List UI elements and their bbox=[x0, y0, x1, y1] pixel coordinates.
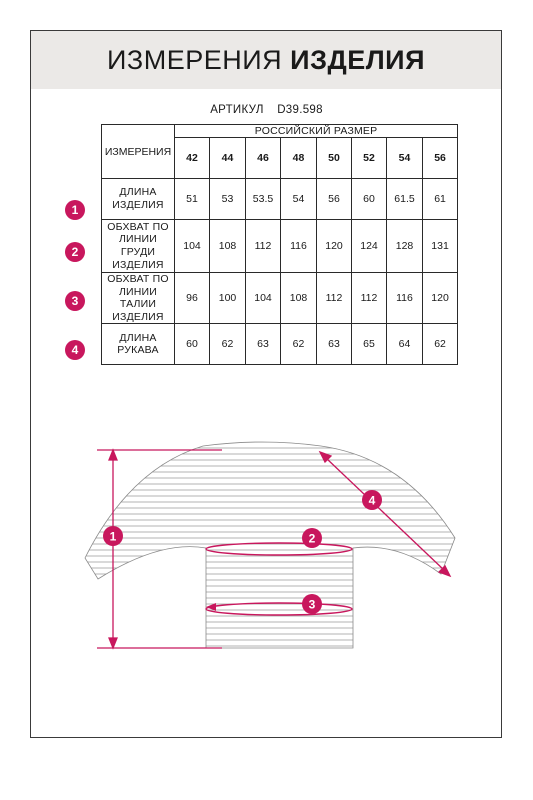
svg-text:3: 3 bbox=[308, 597, 316, 612]
size-header: 42 bbox=[175, 138, 210, 179]
size-header: 44 bbox=[210, 138, 246, 179]
row-label: ОБХВАТ ПО ЛИНИИ ТАЛИИ ИЗДЕЛИЯ bbox=[102, 273, 175, 324]
table-cell: 64 bbox=[387, 324, 423, 365]
size-header: 56 bbox=[423, 138, 458, 179]
table-cell: 51 bbox=[175, 179, 210, 220]
row-label: ОБХВАТ ПО ЛИНИИ ГРУДИ ИЗДЕЛИЯ bbox=[102, 220, 175, 273]
table-cell: 60 bbox=[352, 179, 387, 220]
table-cell: 100 bbox=[210, 273, 246, 324]
table-row bbox=[102, 324, 458, 365]
size-header: 50 bbox=[317, 138, 352, 179]
table-cell: 108 bbox=[210, 220, 246, 273]
waist-measure bbox=[206, 603, 352, 615]
row-number-badge: 4 bbox=[65, 340, 85, 360]
marker-1 bbox=[103, 526, 123, 546]
size-header: 52 bbox=[352, 138, 387, 179]
table-cell: 104 bbox=[246, 273, 281, 324]
table-cell: 124 bbox=[352, 220, 387, 273]
article-line bbox=[0, 104, 533, 116]
marker-2 bbox=[302, 528, 322, 548]
row-number-badge: 2 bbox=[65, 242, 85, 262]
table-cell: 96 bbox=[175, 273, 210, 324]
row-number-badge: 3 bbox=[65, 291, 85, 311]
article-number: D39.598 bbox=[277, 104, 323, 116]
chest-measure bbox=[206, 543, 352, 555]
table-cell: 63 bbox=[317, 324, 352, 365]
table-cell: 62 bbox=[281, 324, 317, 365]
table-cell: 53 bbox=[210, 179, 246, 220]
row-label: ДЛИНА ИЗДЕЛИЯ bbox=[102, 179, 175, 220]
title-banner bbox=[31, 31, 501, 89]
table-cell: 61 bbox=[423, 179, 458, 220]
title-bold: ИЗДЕЛИЯ bbox=[290, 44, 425, 75]
table-cell: 63 bbox=[246, 324, 281, 365]
table-cell: 116 bbox=[281, 220, 317, 273]
table-cell: 61.5 bbox=[387, 179, 423, 220]
table-cell: 131 bbox=[423, 220, 458, 273]
marker-3 bbox=[302, 594, 322, 614]
garment-diagram bbox=[0, 430, 533, 660]
svg-text:4: 4 bbox=[368, 493, 376, 508]
size-header: 48 bbox=[281, 138, 317, 179]
article-label: АРТИКУЛ bbox=[210, 104, 264, 116]
svg-text:1: 1 bbox=[109, 529, 117, 544]
svg-text:2: 2 bbox=[308, 531, 316, 546]
row-number-badge: 1 bbox=[65, 200, 85, 220]
table-cell: 104 bbox=[175, 220, 210, 273]
table-cell: 112 bbox=[246, 220, 281, 273]
title-light: ИЗМЕРЕНИЯ bbox=[107, 44, 283, 75]
size-group-label: РОССИЙСКИЙ РАЗМЕР bbox=[175, 125, 458, 138]
table-cell: 128 bbox=[387, 220, 423, 273]
table-cell: 56 bbox=[317, 179, 352, 220]
table-cell: 62 bbox=[210, 324, 246, 365]
table-cell: 54 bbox=[281, 179, 317, 220]
marker-4 bbox=[362, 490, 382, 510]
table-row bbox=[102, 273, 458, 324]
table-cell: 116 bbox=[387, 273, 423, 324]
table-cell: 65 bbox=[352, 324, 387, 365]
table-cell: 112 bbox=[352, 273, 387, 324]
size-table bbox=[101, 124, 458, 365]
length-measure bbox=[97, 450, 222, 648]
table-cell: 62 bbox=[423, 324, 458, 365]
table-row bbox=[102, 220, 458, 273]
row-label: ДЛИНА РУКАВА bbox=[102, 324, 175, 365]
garment-outline bbox=[85, 442, 455, 648]
table-row bbox=[102, 179, 458, 220]
table-cell: 60 bbox=[175, 324, 210, 365]
table-cell: 120 bbox=[423, 273, 458, 324]
size-header: 46 bbox=[246, 138, 281, 179]
table-cell: 120 bbox=[317, 220, 352, 273]
header-label: ИЗМЕРЕНИЯ bbox=[102, 125, 175, 179]
page-title bbox=[107, 45, 425, 76]
size-header: 54 bbox=[387, 138, 423, 179]
table-cell: 53.5 bbox=[246, 179, 281, 220]
table-cell: 108 bbox=[281, 273, 317, 324]
table-cell: 112 bbox=[317, 273, 352, 324]
